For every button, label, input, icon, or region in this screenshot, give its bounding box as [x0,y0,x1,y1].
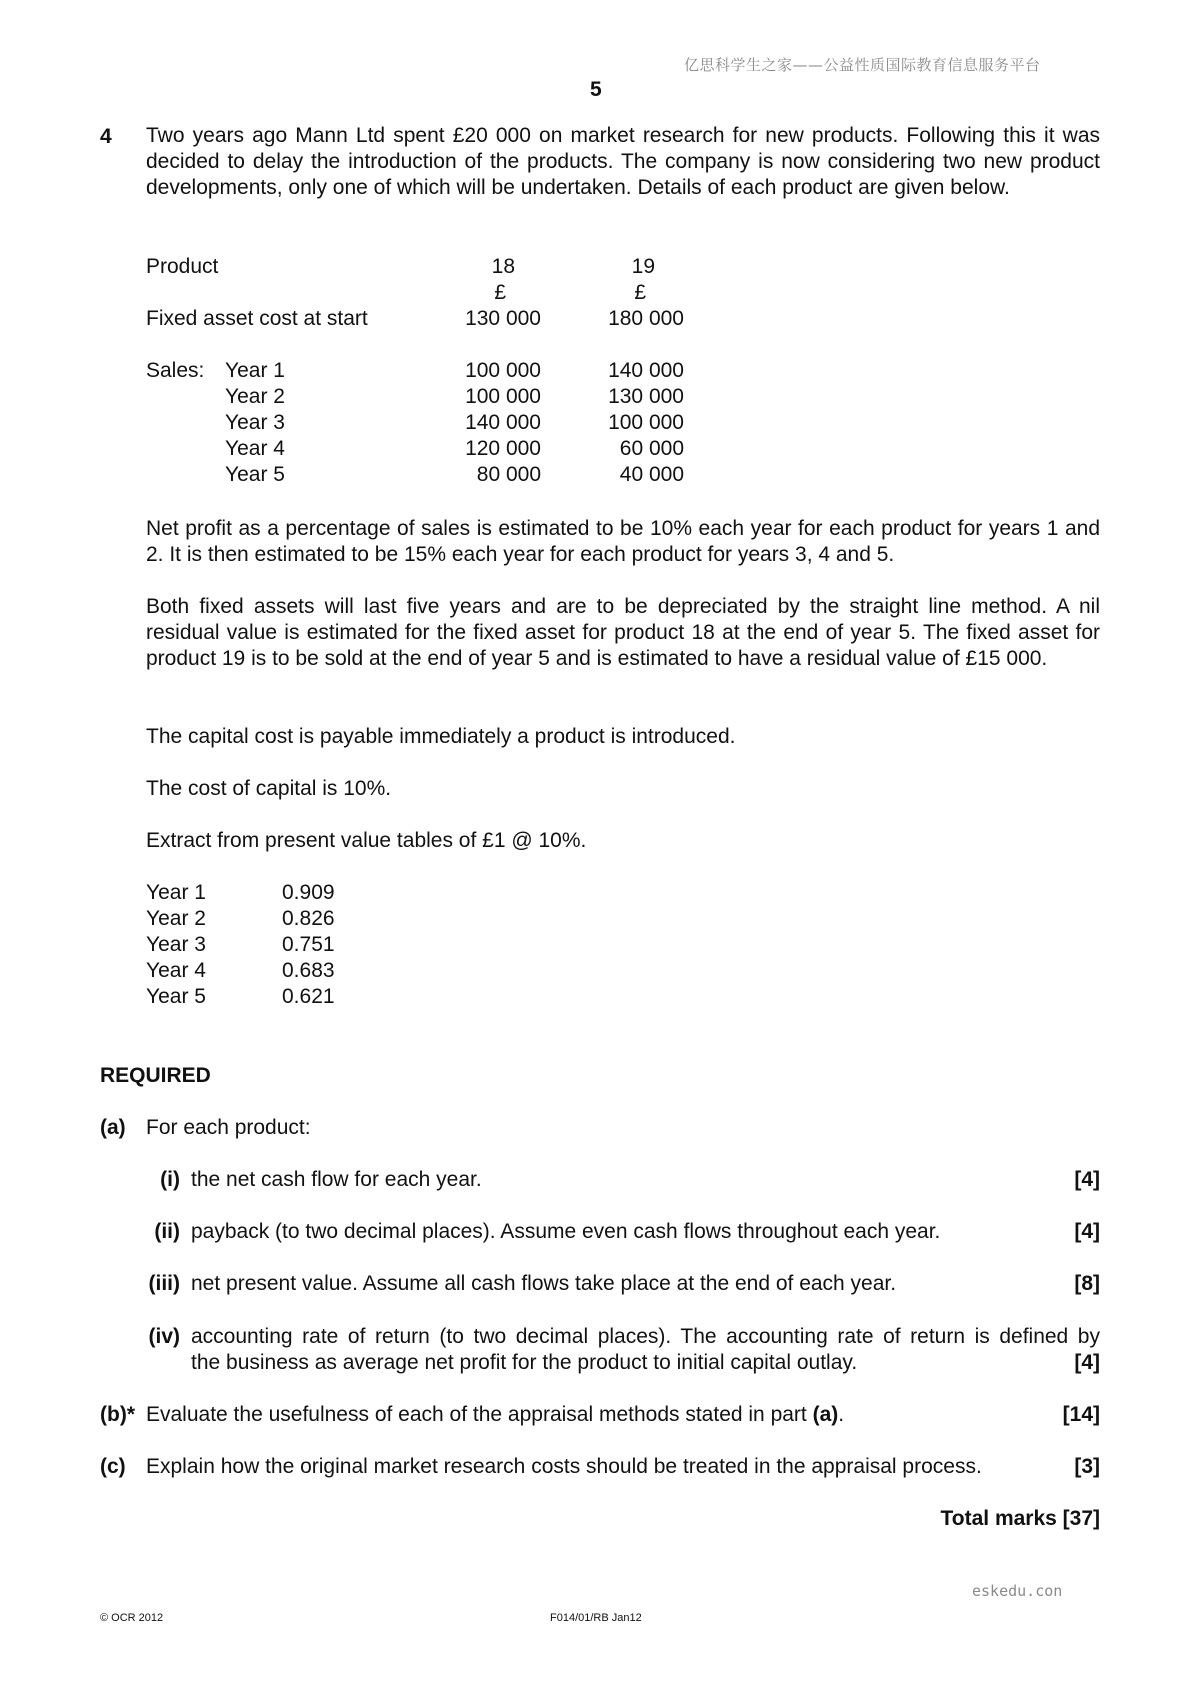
part-b-label: (b)* [100,1403,135,1426]
sales-label: Sales: [146,359,205,382]
pv-year: Year 4 [146,959,206,982]
part-ii-label: (ii) [154,1220,180,1243]
pv-extract-paragraph: Extract from present value tables of £1 @ 10%. [146,829,587,852]
part-b-text-main: Evaluate the usefulness of each of the appraisal methods stated in part [146,1403,813,1426]
part-i-label: (i) [160,1168,180,1191]
pv-factor: 0.751 [282,933,335,956]
sales-year: Year 1 [225,359,285,382]
sales-a: 100 000 [465,385,541,408]
sales-b: 130 000 [608,385,684,408]
sales-a: 120 000 [465,437,541,460]
product-a-header: 18 [491,255,515,278]
part-c-label: (c) [100,1455,126,1478]
part-iv-mark: [4] [1074,1351,1100,1374]
part-iv-text-line2: the business as average net profit for the product to initial capital outlay. [191,1351,858,1374]
part-iv-text-line1: accounting rate of return (to two decimal places). The accounting rate of return is defined by [191,1325,1100,1348]
footer-watermark: eskedu.con [972,1582,1063,1600]
pv-factor: 0.683 [282,959,335,982]
product-label: Product [146,255,219,278]
currency-b: £ [634,281,646,304]
total-marks: Total marks [37] [940,1507,1100,1530]
footer-code: F014/01/RB Jan12 [550,1612,642,1624]
required-heading: REQUIRED [100,1064,211,1087]
page-number: 5 [590,78,602,101]
currency-a: £ [494,281,506,304]
pv-year: Year 2 [146,907,206,930]
part-iv-label: (iv) [148,1325,180,1348]
question-intro: Two years ago Mann Ltd spent £20 000 on market research for new products. Following this it was decided to delay the introduction of the products. The company is now considering two new product developments, only one of which will be undertaken. Details of each product are given below. [146,124,1100,199]
part-iii-label: (iii) [148,1272,180,1295]
part-ii-text: payback (to two decimal places). Assume even cash flows throughout each year. [191,1220,941,1243]
fixed-asset-label: Fixed asset cost at start [146,307,368,330]
pv-year: Year 1 [146,881,206,904]
sales-year: Year 3 [225,411,285,434]
fixed-assets-paragraph: Both fixed assets will last five years and are to be depreciated by the straight line method. A nil residual value is estimated for the fixed asset for product 18 at the end of year 5. The fixed asset for product 19 is to be sold at the end of year 5 and is estimated to have a residual value of £15 000. [146,595,1100,670]
pv-year: Year 3 [146,933,206,956]
part-c-text: Explain how the original market research costs should be treated in the appraisal process. [146,1455,982,1478]
fixed-asset-a: 130 000 [465,307,541,330]
pv-factor: 0.826 [282,907,335,930]
part-b-text-end: . [838,1403,845,1426]
net-profit-paragraph: Net profit as a percentage of sales is estimated to be 10% each year for each product for years 1 and 2. It is then estimated to be 15% each year for each product for years 3, 4 and 5. [146,517,1100,566]
part-a-label: (a) [100,1116,126,1139]
header-watermark: 亿思科学生之家——公益性质国际教育信息服务平台 [684,56,1041,74]
part-c-mark: [3] [1074,1455,1100,1478]
part-ii-mark: [4] [1074,1220,1100,1243]
part-b-mark: [14] [1062,1403,1100,1426]
sales-a: 140 000 [465,411,541,434]
part-a-text: For each product: [146,1116,311,1139]
pv-year: Year 5 [146,985,206,1008]
part-i-mark: [4] [1074,1168,1100,1191]
pv-factor: 0.621 [282,985,335,1008]
sales-b: 40 000 [619,463,684,486]
capital-cost-paragraph: The capital cost is payable immediately a product is introduced. [146,725,736,748]
sales-a: 100 000 [465,359,541,382]
part-i-text: the net cash flow for each year. [191,1168,482,1191]
pv-factor: 0.909 [282,881,335,904]
part-iii-text: net present value. Assume all cash flows take place at the end of each year. [191,1272,897,1295]
sales-b: 100 000 [608,411,684,434]
question-number: 4 [100,125,112,148]
sales-a: 80 000 [476,463,541,486]
sales-b: 60 000 [619,437,684,460]
fixed-asset-b: 180 000 [608,307,684,330]
sales-b: 140 000 [608,359,684,382]
cost-of-capital-paragraph: The cost of capital is 10%. [146,777,392,800]
sales-year: Year 4 [225,437,285,460]
sales-year: Year 2 [225,385,285,408]
part-b-text [146,1403,844,1427]
part-iii-mark: [8] [1074,1272,1100,1295]
product-b-header: 19 [631,255,655,278]
sales-year: Year 5 [225,463,285,486]
part-b-text-ref: (a) [812,1403,839,1426]
footer-copyright: © OCR 2012 [100,1612,164,1624]
